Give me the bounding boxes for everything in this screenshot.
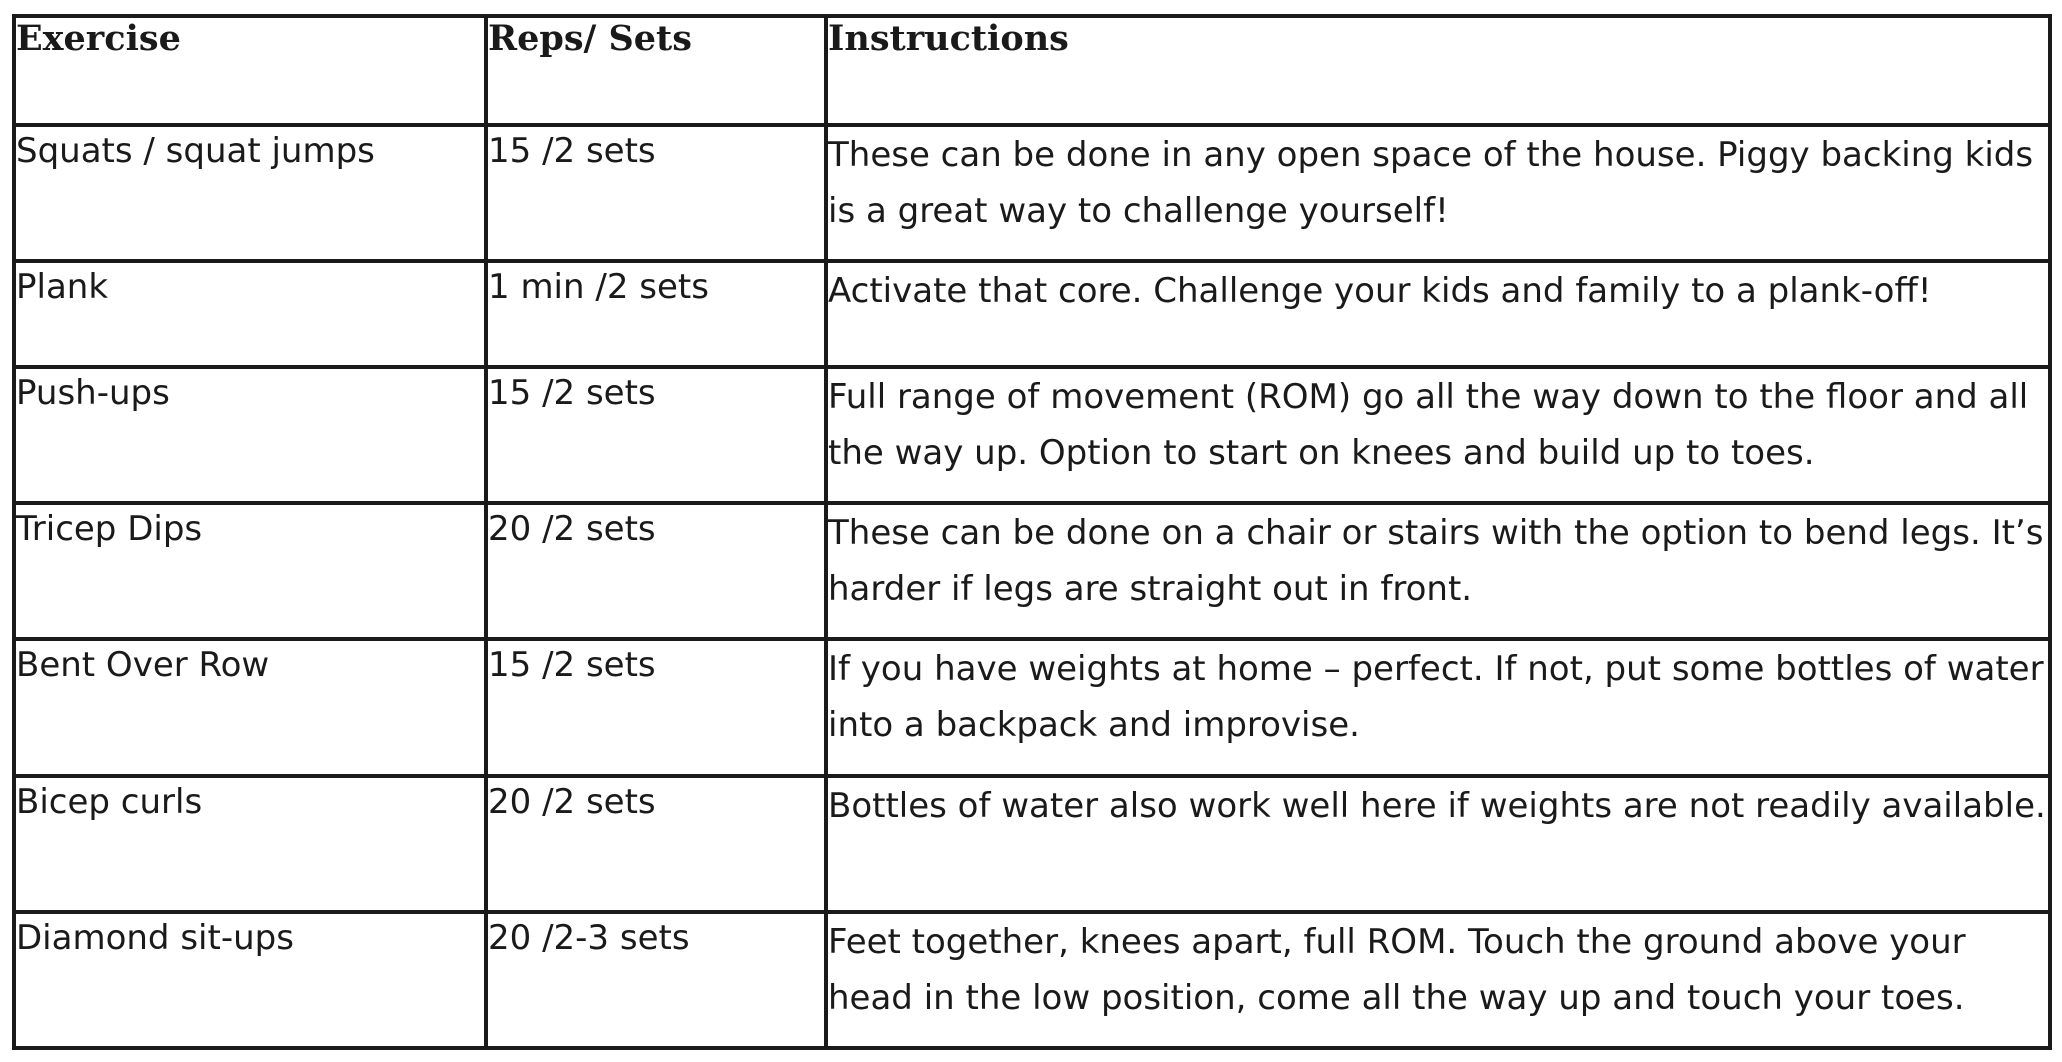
table-row [14, 639, 2050, 775]
instructions-cell: These can be done on a chair or stairs with the option to bend legs. It’s harder if legs are straight out in front. [826, 503, 2050, 639]
header-reps-sets: Reps/ Sets [486, 16, 826, 125]
exercise-cell: Diamond sit-ups [14, 912, 486, 1048]
instructions-cell: Activate that core. Challenge your kids and family to a plank-off! [826, 261, 2050, 367]
table-row [14, 367, 2050, 503]
instructions-cell: Feet together, knees apart, full ROM. Touch the ground above your head in the low position, come all the way up and touch your toes. [826, 912, 2050, 1048]
exercise-table [12, 14, 2052, 1050]
table-row [14, 125, 2050, 261]
exercise-cell: Plank [14, 261, 486, 367]
exercise-cell: Bicep curls [14, 776, 486, 912]
reps-cell: 20 /2-3 sets [486, 912, 826, 1048]
table-row [14, 912, 2050, 1048]
instructions-cell: These can be done in any open space of the house. Piggy backing kids is a great way to challenge yourself! [826, 125, 2050, 261]
table-header-row [14, 16, 2050, 125]
exercise-cell: Bent Over Row [14, 639, 486, 775]
table-row [14, 776, 2050, 912]
reps-cell: 20 /2 sets [486, 776, 826, 912]
instructions-cell: Full range of movement (ROM) go all the way down to the floor and all the way up. Option to start on knees and build up to toes. [826, 367, 2050, 503]
reps-cell: 20 /2 sets [486, 503, 826, 639]
exercise-cell: Squats / squat jumps [14, 125, 486, 261]
exercise-cell: Push-ups [14, 367, 486, 503]
reps-cell: 15 /2 sets [486, 125, 826, 261]
reps-cell: 1 min /2 sets [486, 261, 826, 367]
exercise-cell: Tricep Dips [14, 503, 486, 639]
table-row [14, 261, 2050, 367]
header-instructions: Instructions [826, 16, 2050, 125]
reps-cell: 15 /2 sets [486, 367, 826, 503]
table-row [14, 503, 2050, 639]
instructions-cell: Bottles of water also work well here if weights are not readily available. [826, 776, 2050, 912]
instructions-cell: If you have weights at home – perfect. If not, put some bottles of water into a backpack and improvise. [826, 639, 2050, 775]
reps-cell: 15 /2 sets [486, 639, 826, 775]
header-exercise: Exercise [14, 16, 486, 125]
